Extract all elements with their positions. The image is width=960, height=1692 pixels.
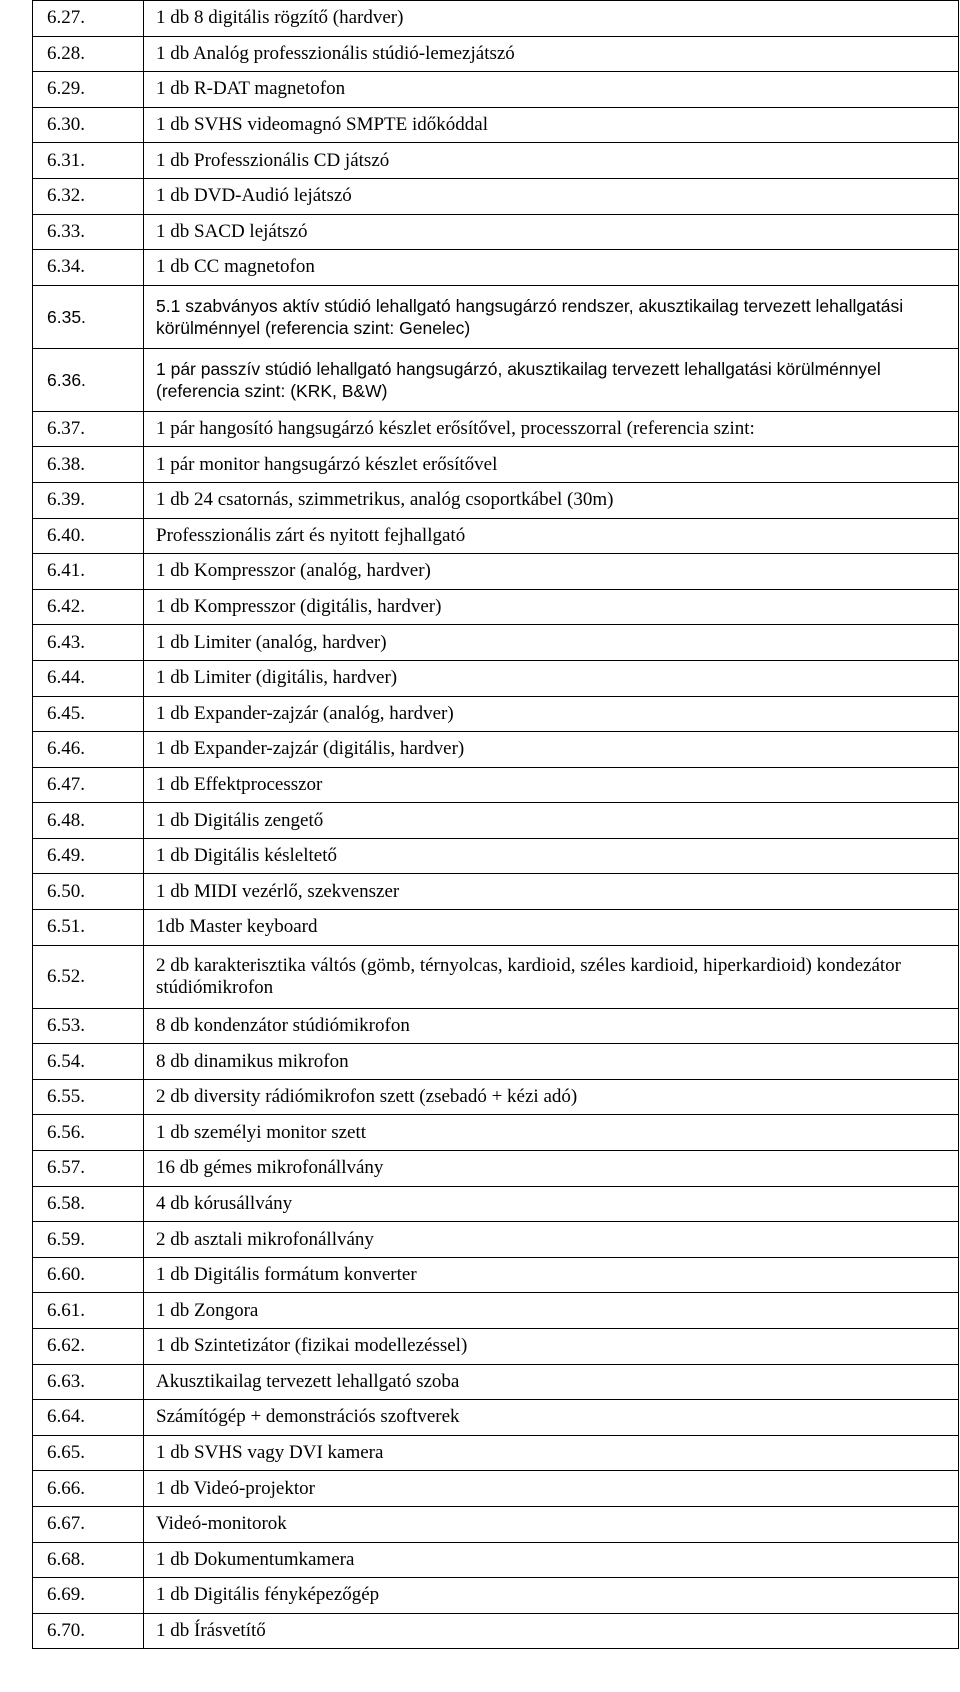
item-number: 6.64. — [33, 1400, 144, 1436]
item-description: Számítógép + demonstrációs szoftverek — [144, 1400, 959, 1436]
item-number: 6.37. — [33, 411, 144, 447]
item-description: 2 db asztali mikrofonállvány — [144, 1222, 959, 1258]
item-number: 6.33. — [33, 214, 144, 250]
item-number: 6.28. — [33, 36, 144, 72]
equipment-table — [32, 0, 959, 1649]
item-description: 1 db SVHS videomagnó SMPTE időkóddal — [144, 107, 959, 143]
item-number: 6.32. — [33, 178, 144, 214]
table-row — [33, 589, 959, 625]
table-row — [33, 1293, 959, 1329]
item-number: 6.58. — [33, 1186, 144, 1222]
item-description: 1 db Limiter (analóg, hardver) — [144, 625, 959, 661]
table-row — [33, 1471, 959, 1507]
item-number: 6.47. — [33, 767, 144, 803]
item-number: 6.50. — [33, 874, 144, 910]
table-row — [33, 874, 959, 910]
item-number: 6.67. — [33, 1506, 144, 1542]
item-number: 6.68. — [33, 1542, 144, 1578]
item-description: Akusztikailag tervezett lehallgató szoba — [144, 1364, 959, 1400]
table-row — [33, 1115, 959, 1151]
table-row — [33, 447, 959, 483]
item-description: 1 db Írásvetítő — [144, 1613, 959, 1649]
table-row — [33, 348, 959, 411]
item-description: 1 db Digitális késleltető — [144, 838, 959, 874]
item-number: 6.40. — [33, 518, 144, 554]
item-description: 1 db Expander-zajzár (analóg, hardver) — [144, 696, 959, 732]
table-row — [33, 1222, 959, 1258]
table-row — [33, 1329, 959, 1365]
table-row — [33, 178, 959, 214]
item-description: 1 db Professzionális CD játszó — [144, 143, 959, 179]
item-description: 1 db Effektprocesszor — [144, 767, 959, 803]
item-number: 6.55. — [33, 1079, 144, 1115]
item-description: 16 db gémes mikrofonállvány — [144, 1151, 959, 1187]
item-number: 6.59. — [33, 1222, 144, 1258]
table-row — [33, 945, 959, 1008]
item-description: 1 db 8 digitális rögzítő (hardver) — [144, 1, 959, 37]
item-description: 1 db CC magnetofon — [144, 250, 959, 286]
item-number: 6.48. — [33, 803, 144, 839]
table-row — [33, 1506, 959, 1542]
item-description: 1 db Kompresszor (analóg, hardver) — [144, 554, 959, 590]
item-number: 6.66. — [33, 1471, 144, 1507]
item-description: 1 db Videó-projektor — [144, 1471, 959, 1507]
table-row — [33, 1151, 959, 1187]
table-row — [33, 1, 959, 37]
item-description: 1 db Zongora — [144, 1293, 959, 1329]
item-number: 6.34. — [33, 250, 144, 286]
item-description: 8 db kondenzátor stúdiómikrofon — [144, 1008, 959, 1044]
table-row — [33, 1257, 959, 1293]
item-description: 2 db karakterisztika váltós (gömb, térnyolcas, kardioid, széles kardioid, hiperkardioid) kondezátor stúdiómikrofon — [144, 945, 959, 1008]
table-row — [33, 803, 959, 839]
item-number: 6.27. — [33, 1, 144, 37]
item-description: 1 db Digitális zengető — [144, 803, 959, 839]
item-description: 1 db Analóg professzionális stúdió-lemezjátszó — [144, 36, 959, 72]
item-number: 6.41. — [33, 554, 144, 590]
item-number: 6.46. — [33, 732, 144, 768]
item-description: 1 db Limiter (digitális, hardver) — [144, 660, 959, 696]
table-row — [33, 1008, 959, 1044]
item-description: Professzionális zárt és nyitott fejhallgató — [144, 518, 959, 554]
item-description: 1 pár passzív stúdió lehallgató hangsugárzó, akusztikailag tervezett lehallgatási körülménnyel (referencia szint: (KRK, B&W) — [144, 348, 959, 411]
item-description: 1 db MIDI vezérlő, szekvenszer — [144, 874, 959, 910]
item-number: 6.63. — [33, 1364, 144, 1400]
item-number: 6.29. — [33, 72, 144, 108]
item-description: 1 pár hangosító hangsugárzó készlet erősítővel, processzorral (referencia szint: — [144, 411, 959, 447]
item-description: 1 db SVHS vagy DVI kamera — [144, 1435, 959, 1471]
item-description: 2 db diversity rádiómikrofon szett (zsebadó + kézi adó) — [144, 1079, 959, 1115]
item-description: 1 db DVD-Audió lejátszó — [144, 178, 959, 214]
table-row — [33, 143, 959, 179]
item-description: 1 pár monitor hangsugárzó készlet erősítővel — [144, 447, 959, 483]
item-number: 6.45. — [33, 696, 144, 732]
item-description: Videó-monitorok — [144, 1506, 959, 1542]
item-number: 6.43. — [33, 625, 144, 661]
item-number: 6.44. — [33, 660, 144, 696]
table-row — [33, 1079, 959, 1115]
equipment-table-body — [33, 1, 959, 1649]
table-row — [33, 36, 959, 72]
item-number: 6.69. — [33, 1578, 144, 1614]
table-row — [33, 107, 959, 143]
item-number: 6.57. — [33, 1151, 144, 1187]
table-row — [33, 625, 959, 661]
table-row — [33, 1613, 959, 1649]
table-row — [33, 1364, 959, 1400]
table-row — [33, 1400, 959, 1436]
table-row — [33, 1542, 959, 1578]
item-number: 6.49. — [33, 838, 144, 874]
item-description: 1 db Digitális fényképezőgép — [144, 1578, 959, 1614]
item-number: 6.42. — [33, 589, 144, 625]
item-description: 1 db R-DAT magnetofon — [144, 72, 959, 108]
table-row — [33, 72, 959, 108]
item-description: 5.1 szabványos aktív stúdió lehallgató hangsugárzó rendszer, akusztikailag tervezett lehallgatási körülménnyel (referencia szint: Genelec) — [144, 285, 959, 348]
item-description: 1 db 24 csatornás, szimmetrikus, analóg csoportkábel (30m) — [144, 482, 959, 518]
table-row — [33, 411, 959, 447]
item-description: 1 db Kompresszor (digitális, hardver) — [144, 589, 959, 625]
table-row — [33, 482, 959, 518]
equipment-list-document — [32, 0, 958, 1649]
item-number: 6.60. — [33, 1257, 144, 1293]
table-row — [33, 554, 959, 590]
item-number: 6.54. — [33, 1044, 144, 1080]
table-row — [33, 1044, 959, 1080]
table-row — [33, 1435, 959, 1471]
item-number: 6.39. — [33, 482, 144, 518]
item-description: 1 db SACD lejátszó — [144, 214, 959, 250]
table-row — [33, 518, 959, 554]
item-number: 6.38. — [33, 447, 144, 483]
table-row — [33, 660, 959, 696]
table-row — [33, 910, 959, 946]
item-number: 6.31. — [33, 143, 144, 179]
table-row — [33, 767, 959, 803]
item-description: 4 db kórusállvány — [144, 1186, 959, 1222]
item-number: 6.65. — [33, 1435, 144, 1471]
item-number: 6.53. — [33, 1008, 144, 1044]
table-row — [33, 1186, 959, 1222]
item-number: 6.62. — [33, 1329, 144, 1365]
item-number: 6.30. — [33, 107, 144, 143]
item-number: 6.35. — [33, 285, 144, 348]
item-description: 1 db személyi monitor szett — [144, 1115, 959, 1151]
item-number: 6.51. — [33, 910, 144, 946]
table-row — [33, 696, 959, 732]
item-number: 6.36. — [33, 348, 144, 411]
item-number: 6.52. — [33, 945, 144, 1008]
item-description: 1 db Dokumentumkamera — [144, 1542, 959, 1578]
item-number: 6.70. — [33, 1613, 144, 1649]
item-description: 1 db Szintetizátor (fizikai modellezéssel) — [144, 1329, 959, 1365]
item-description: 1db Master keyboard — [144, 910, 959, 946]
table-row — [33, 732, 959, 768]
item-number: 6.56. — [33, 1115, 144, 1151]
item-description: 8 db dinamikus mikrofon — [144, 1044, 959, 1080]
table-row — [33, 214, 959, 250]
table-row — [33, 250, 959, 286]
table-row — [33, 1578, 959, 1614]
item-number: 6.61. — [33, 1293, 144, 1329]
table-row — [33, 838, 959, 874]
table-row — [33, 285, 959, 348]
item-description: 1 db Expander-zajzár (digitális, hardver) — [144, 732, 959, 768]
item-description: 1 db Digitális formátum konverter — [144, 1257, 959, 1293]
